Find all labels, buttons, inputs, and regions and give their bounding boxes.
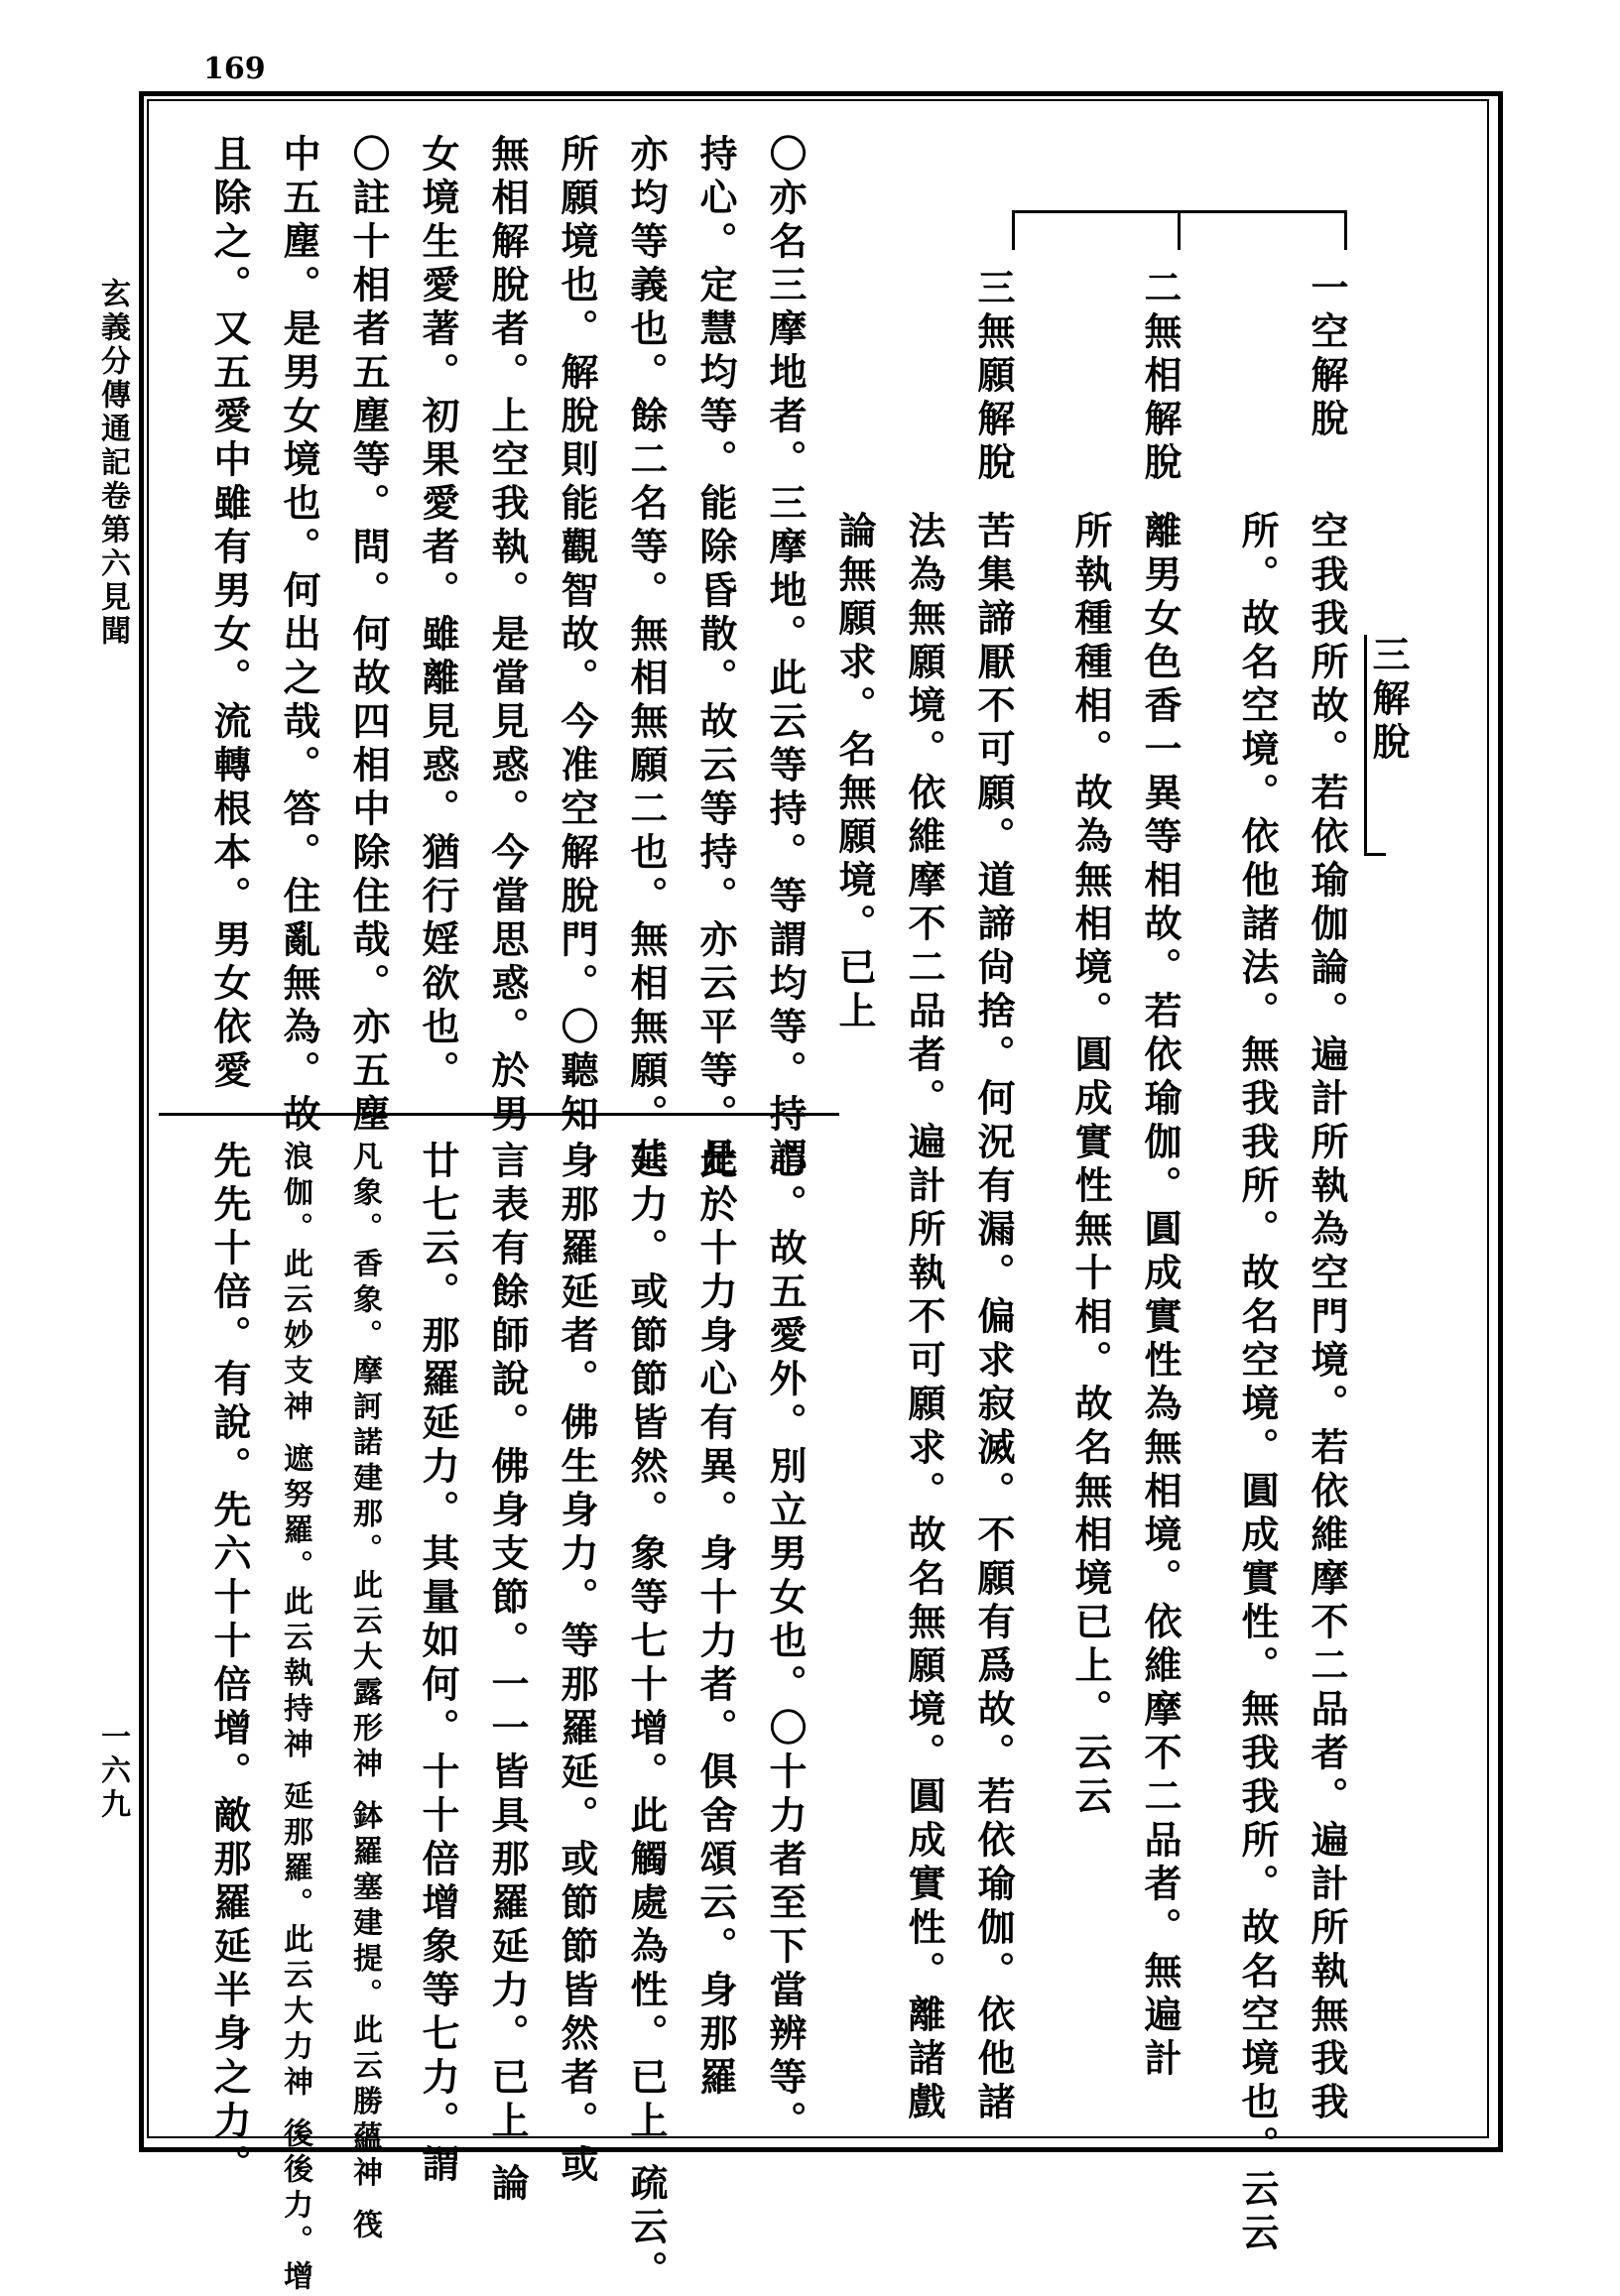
right-text-line: 苦集諦厭不可願。道諦尙捨。何況有漏。偏求寂滅。不願有爲故。若依瑜伽。依他諸 xyxy=(971,511,1016,2125)
section-title: 三解脫 xyxy=(1366,635,1411,766)
left-text-line: 女境生愛著。初果愛者。雖離見惑。猶行婬欲也。 xyxy=(416,134,460,1094)
left-text-line: 亦均等義也。餘二名等。無相無願二也。無相無願。共 xyxy=(624,134,669,1181)
left-text-line: 所願境也。解脫則能觀智故。今准空解脫門。〇聽知 xyxy=(555,134,599,1138)
branch-2: 二無相解脫 xyxy=(1138,268,1183,486)
left-text-line: 持心。定慧均等。能除昏散。故云等持。亦云平等。是 xyxy=(693,134,738,1181)
right-text-line: 法為無願境。依維摩不二品者。遍計所執不可願求。故名無願境。圓成實性。離諸戲 xyxy=(902,511,946,2125)
left-text-line: 〇亦名三摩地者。三摩地。此云等持。等謂均等。持謂 xyxy=(763,134,808,1181)
branch-bracket-1 xyxy=(1344,210,1347,250)
lower-text-line: 浪伽。此云妙支神 遮努羅。此云執持神 延那羅。此云大力神 後後力。增 xyxy=(278,1141,312,2296)
branch-bracket-2 xyxy=(1178,210,1181,250)
page-number-top: 169 xyxy=(203,52,266,86)
lower-text-line: 此於十力身心有異。身十力者。俱舍頌云。身那羅 xyxy=(693,1141,738,2101)
title-bracket-tick xyxy=(1364,853,1386,856)
left-text-line: 中五塵。是男女境也。何出之哉。答。住亂無為。故 xyxy=(277,134,321,1138)
lower-text-line: 廿七云。那羅延力。其量如何。十十倍增象等七力。謂 xyxy=(416,1141,460,2188)
branch-3: 三無願解脫 xyxy=(971,268,1016,486)
right-text-line: 空我我所故。若依瑜伽論。遍計所執為空門境。若依維摩不二品者。遍計所執無我我 xyxy=(1305,511,1349,2125)
left-text-line: 無相解脫者。上空我執。是當見惑。今當思惑。於男 xyxy=(485,134,530,1138)
lower-text-line: 心。故五愛外。別立男女也。〇十力者至下當辨等。 xyxy=(763,1141,808,2144)
right-text-line: 所。故名空境。依他諸法。無我我所。故名空境。圓成實性。無我我所。故名空境也。云云 xyxy=(1235,511,1280,2256)
lower-text-line: 凡象。香象。摩訶諾建那。此云大露形神 鉢羅塞建提。此云勝蘊神 筏 xyxy=(347,1141,382,2244)
right-text-line: 論無願求。名無願境。已上 xyxy=(832,511,877,1034)
lower-text-line: 身那羅延者。佛生身力。等那羅延。或節節皆然者。或 xyxy=(555,1141,599,2188)
right-text-line: 離男女色香一異等相故。若依瑜伽。圓成實性為無相境。依維摩不二品者。無遍計 xyxy=(1138,511,1183,2082)
branch-bracket-3 xyxy=(1012,210,1015,250)
folio-number: 一六九 xyxy=(95,1721,130,1822)
lower-text-line: 延力。或節節皆然。象等七十增。此觸處為性。已上 疏云。 xyxy=(624,1141,669,2295)
left-text-line: 且除之。又五愛中雖有男女。流轉根本。男女依愛 xyxy=(207,134,252,1094)
right-text-line: 所執種種相。故為無相境。圓成實性無十相。故名無相境已上。云云 xyxy=(1068,511,1113,1820)
running-head: 玄義分傳通記卷第六見聞 xyxy=(95,278,130,649)
lower-text-line: 先先十倍。有說。先六十十倍增。敵那羅延半身之力。 xyxy=(207,1141,252,2188)
lower-text-line: 言表有餘師說。佛身支節。一一皆具那羅延力。已上 論 xyxy=(485,1141,530,2208)
branch-1: 一空解脫 xyxy=(1305,268,1349,442)
left-text-line: 〇註十相者五塵等。問。何故四相中除住哉。亦五塵 xyxy=(346,134,391,1138)
